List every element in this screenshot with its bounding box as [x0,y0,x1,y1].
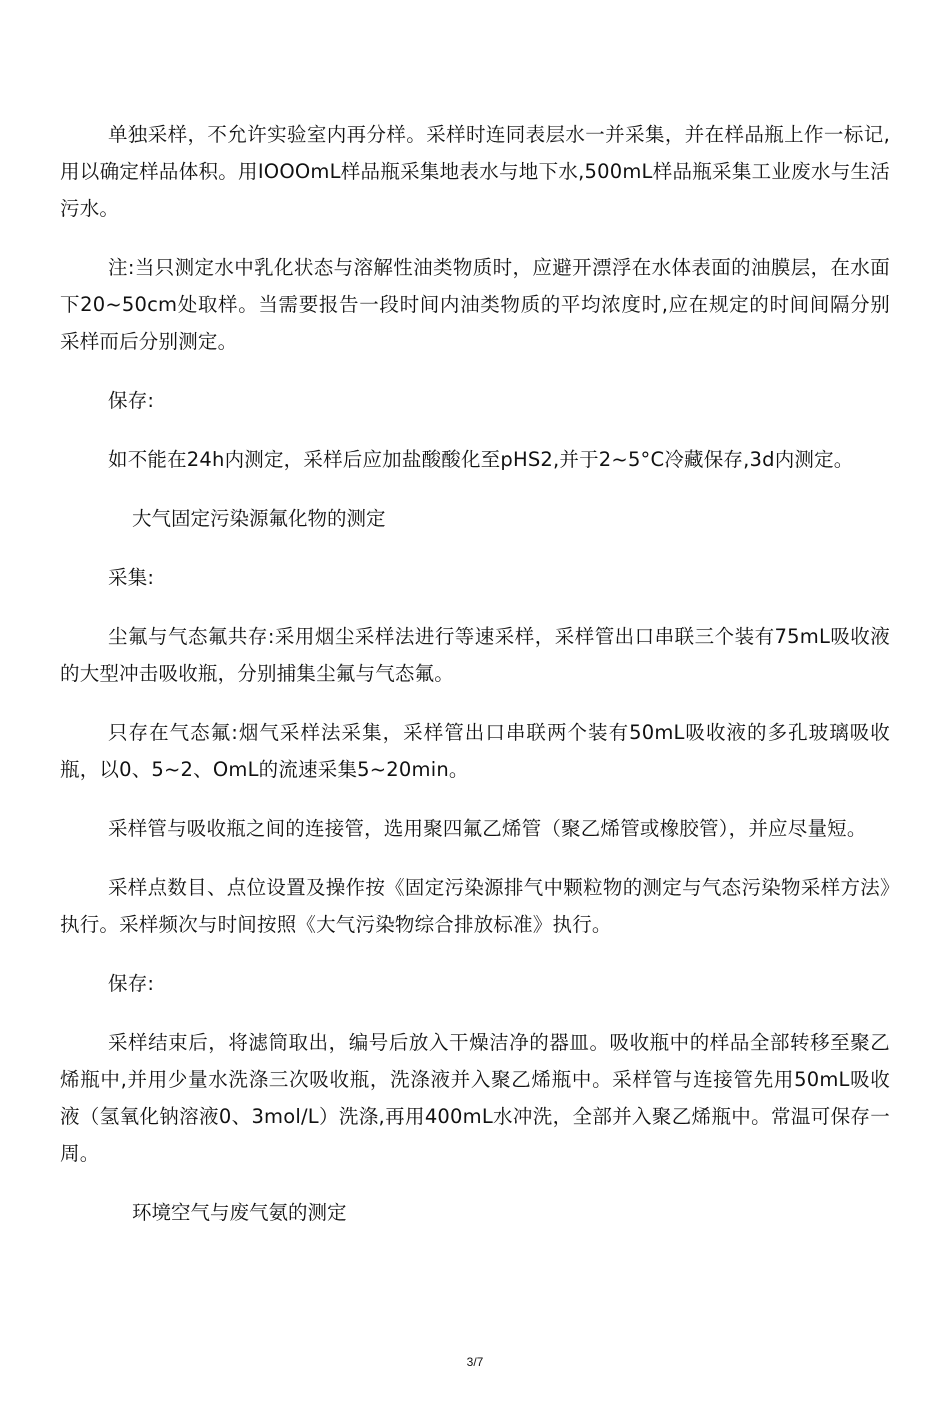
paragraph-note-oil-film: 注:当只测定水中乳化状态与溶解性油类物质时，应避开漂浮在水体表面的油膜层，在水面下20~50cm处取样。当需要报告一段时间内油类物质的平均浓度时,应在规定的时间间隔分别采样而后分别测定。 [60,256,890,353]
paragraph-after-sampling: 采样结束后，将滤筒取出，编号后放入干燥洁净的器皿。吸收瓶中的样品全部转移至聚乙烯瓶中,并用少量水洗涤三次吸收瓶，洗涤液并入聚乙烯瓶中。采样管与连接管先用50mL吸收液（氢氧化钠溶液0、3mol/L）洗涤,再用400mL水冲洗，全部并入聚乙烯瓶中。常温可保存一周。 [60,1031,890,1165]
paragraph-sampling-method: 单独采样，不允许实验室内再分样。采样时连同表层水一并采集，并在样品瓶上作一标记,用以确定样品体积。用IOOOmL样品瓶采集地表水与地下水,500mL样品瓶采集工业废水与生活污水。 [60,123,890,220]
paragraph-storage-label-2: 保存: [108,972,155,995]
paragraph-connecting-tube: 采样管与吸收瓶之间的连接管，选用聚四氟乙烯管（聚乙烯管或橡胶管），并应尽量短。 [108,817,867,840]
paragraph-storage-label: 保存: [108,389,155,412]
page-number: 3/7 [466,1355,484,1369]
section-heading-fluoride: 大气固定污染源氟化物的测定 [132,507,386,530]
paragraph-sampling-points: 采样点数目、点位设置及操作按《固定污染源排气中颗粒物的测定与气态污染物采样方法》执行。采样频次与时间按照《大气污染物综合排放标准》执行。 [60,876,890,936]
paragraph-storage-acidify: 如不能在24h内测定，采样后应加盐酸酸化至pHS2,并于2~5°C冷藏保存,3d内测定。 [108,448,854,471]
page-body [60,116,890,1253]
section-heading-ammonia: 环境空气与废气氨的测定 [132,1201,347,1224]
paragraph-collection-label: 采集: [108,566,155,589]
paragraph-gas-fluoride-only: 只存在气态氟:烟气采样法采集，采样管出口串联两个装有50mL吸收液的多孔玻璃吸收瓶，以0、5~2、OmL的流速采集5~20min。 [60,721,890,781]
paragraph-dust-gas-fluoride: 尘氟与气态氟共存:采用烟尘采样法进行等速采样，采样管出口串联三个装有75mL吸收液的大型冲击吸收瓶，分别捕集尘氟与气态氟。 [60,625,890,685]
